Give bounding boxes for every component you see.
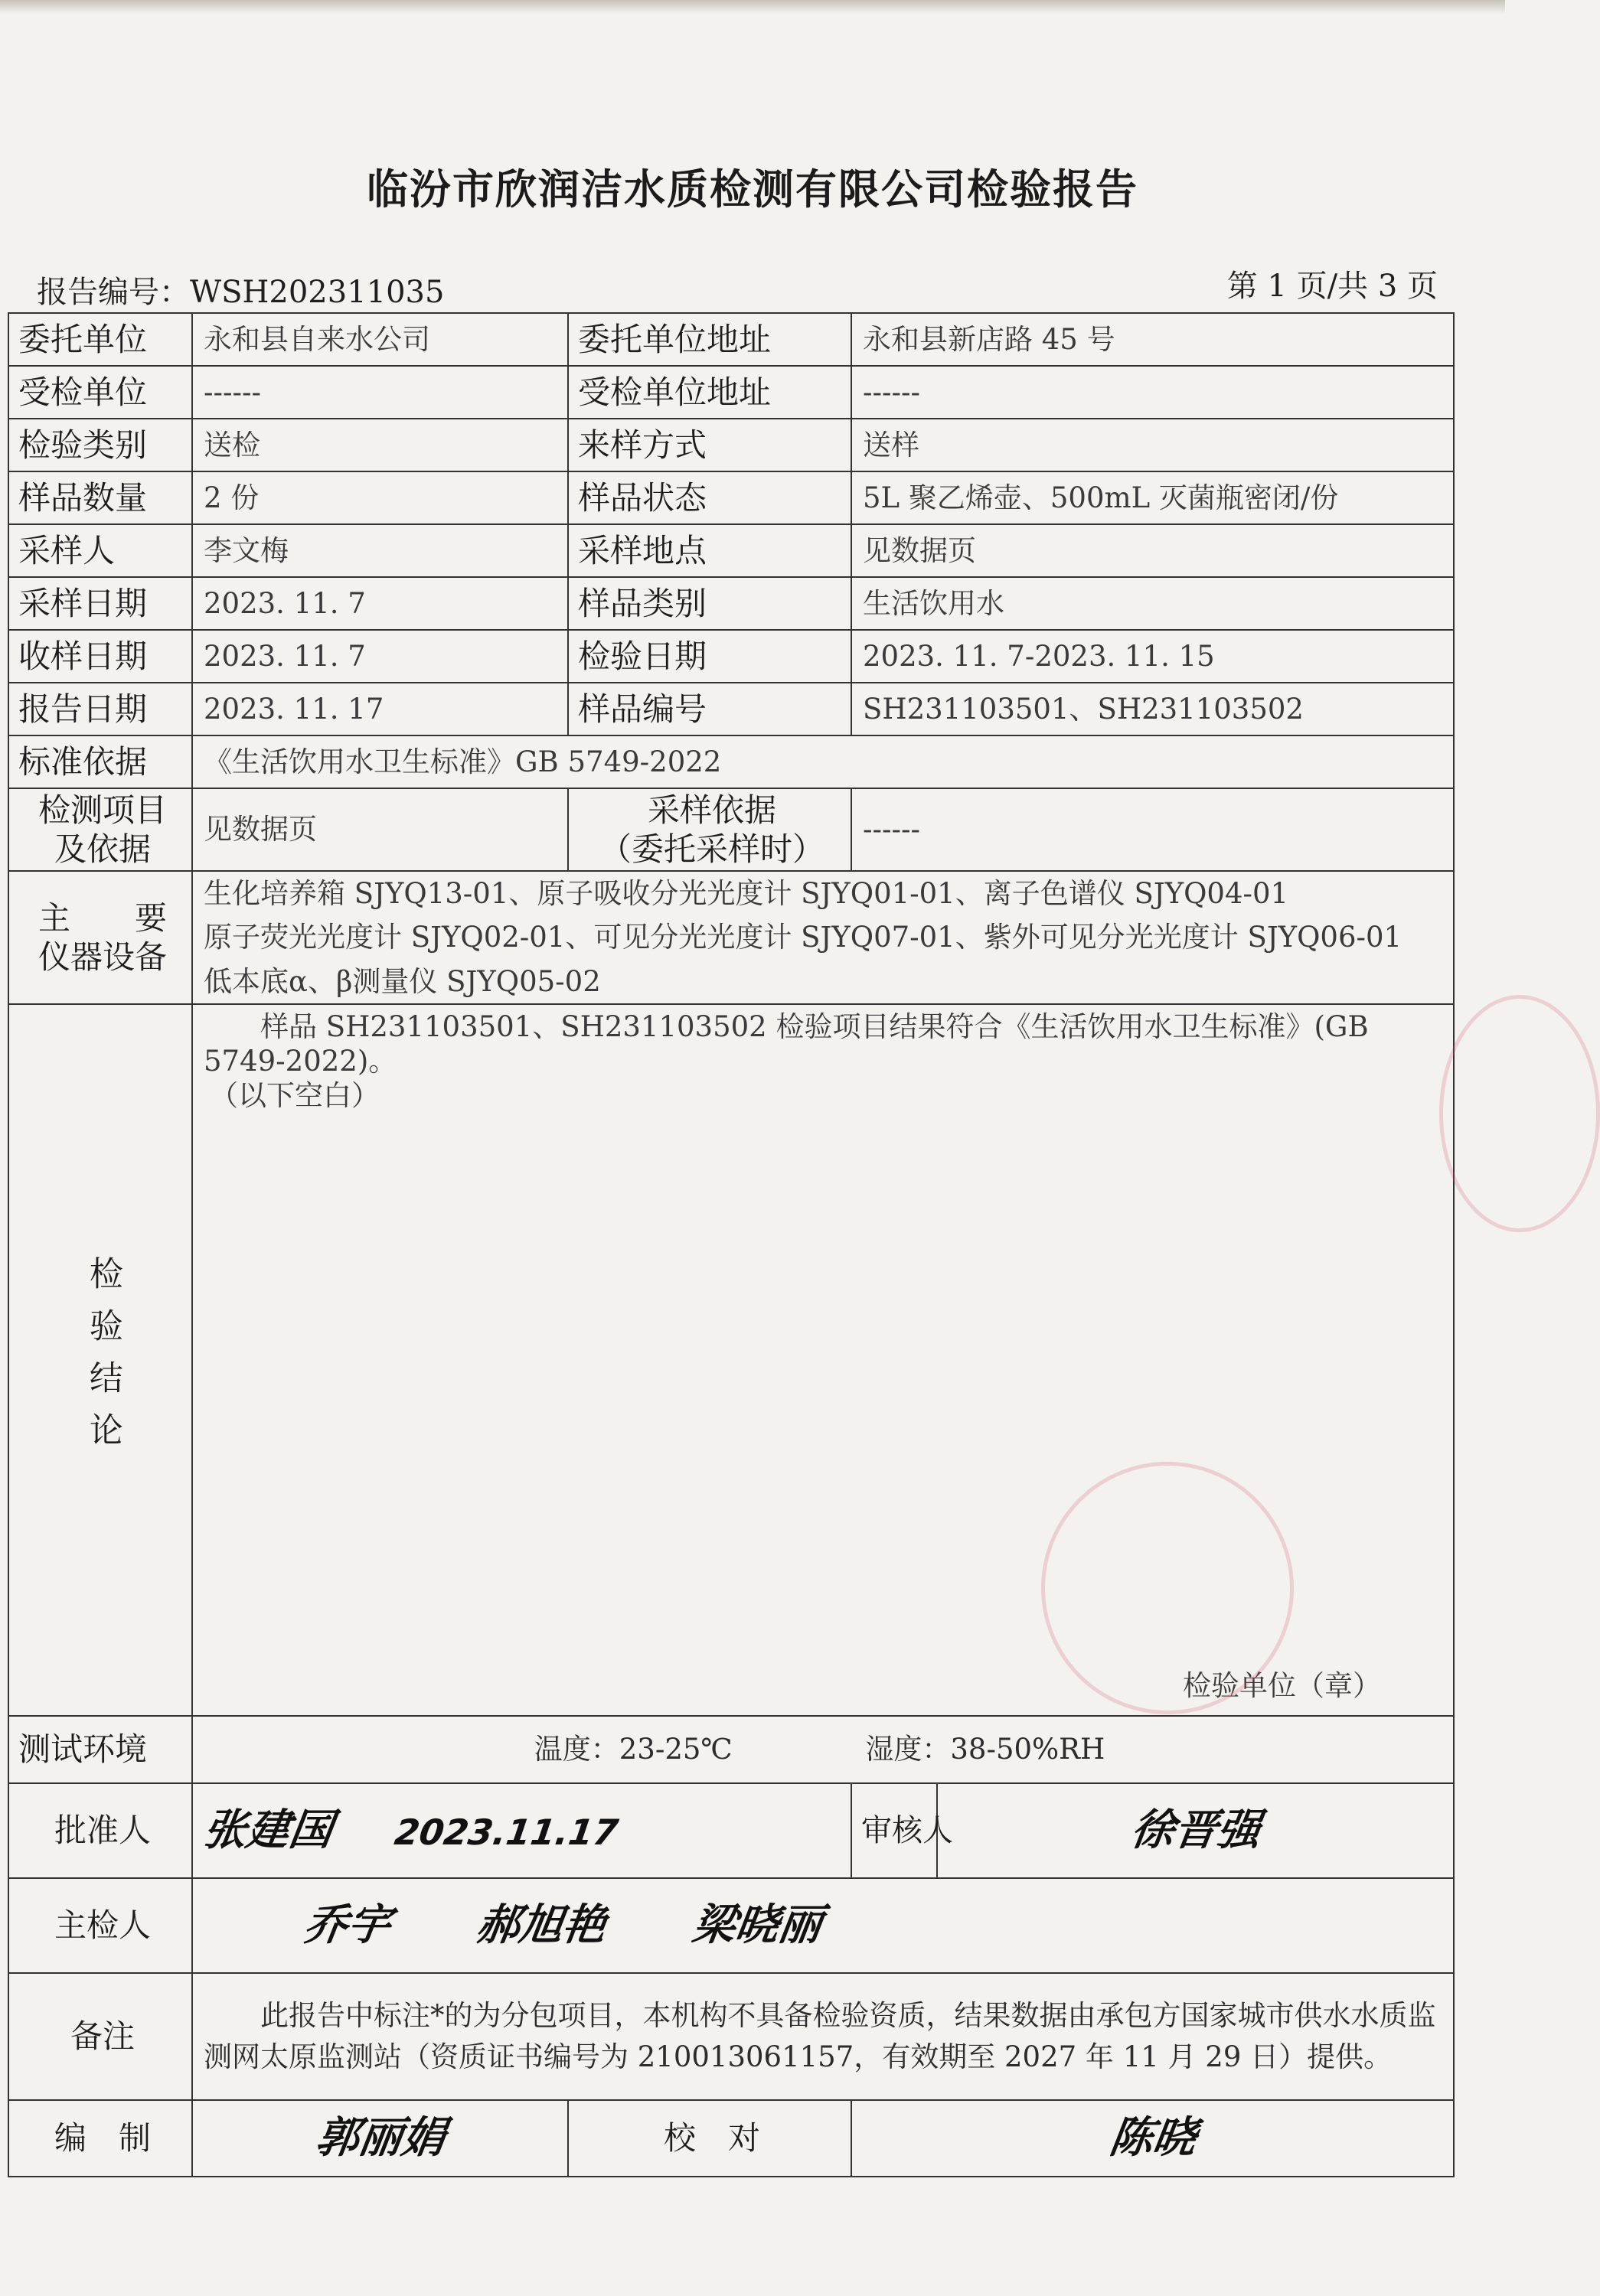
inspector-signatures bbox=[192, 1878, 1454, 1973]
row-receive-date bbox=[8, 630, 1454, 683]
approver-sign-date: 2023.11.17 bbox=[391, 1811, 621, 1853]
approver-signature-cell bbox=[192, 1783, 851, 1878]
approver-signature: 张建国 bbox=[200, 1805, 336, 1855]
value-inspected-address: ------ bbox=[851, 366, 1454, 419]
value-inspected: ------ bbox=[192, 366, 568, 419]
proofreader-signature: 陈晓 bbox=[1106, 2112, 1200, 2163]
label-equipment-line1: 主 要 bbox=[38, 899, 167, 937]
label-sample-number: 样品编号 bbox=[568, 683, 851, 735]
label-conclusion bbox=[8, 1004, 192, 1716]
report-table bbox=[8, 312, 1455, 2177]
label-test-items bbox=[8, 788, 192, 871]
equipment-line: 生化培养箱 SJYQ13-01、原子吸收分光光度计 SJYQ01-01、离子色谱仪 SJYQ04-01 bbox=[204, 877, 1289, 910]
value-standard: 《生活饮用水卫生标准》GB 5749-2022 bbox=[192, 735, 1454, 788]
value-sampling-method: 送样 bbox=[851, 419, 1454, 471]
value-test-date: 2023. 11. 7-2023. 11. 15 bbox=[851, 630, 1454, 683]
label-approver: 批准人 bbox=[8, 1783, 192, 1878]
temperature: 温度：23-25℃ bbox=[534, 1733, 733, 1766]
equipment-line: 原子荧光光度计 SJYQ02-01、可见分光光度计 SJYQ07-01、紫外可见分光光度计 SJYQ06-01 bbox=[204, 921, 1402, 954]
label-test-date: 检验日期 bbox=[568, 630, 851, 683]
row-client bbox=[8, 313, 1454, 366]
label-sampling-location: 采样地点 bbox=[568, 524, 851, 577]
humidity: 湿度：38-50%RH bbox=[865, 1733, 1105, 1766]
blank-note: （以下空白） bbox=[210, 1079, 380, 1113]
row-standard bbox=[8, 735, 1454, 788]
label-reviewer: 审核人 bbox=[851, 1783, 937, 1878]
value-report-date: 2023. 11. 17 bbox=[192, 683, 568, 735]
proofreader-signature-cell bbox=[851, 2100, 1454, 2177]
label-sample-type: 样品类别 bbox=[568, 577, 851, 630]
row-approver bbox=[8, 1783, 1454, 1878]
value-quantity: 2 份 bbox=[192, 471, 568, 524]
label-sample-date: 采样日期 bbox=[8, 577, 192, 630]
label-test-items-line1: 检测项目 bbox=[38, 791, 167, 829]
row-quantity bbox=[8, 471, 1454, 524]
value-client-address: 永和县新店路 45 号 bbox=[851, 313, 1454, 366]
label-sampling-method: 来样方式 bbox=[568, 419, 851, 471]
inspector-signature: 乔宇 bbox=[301, 1900, 394, 1950]
row-remarks bbox=[8, 1973, 1454, 2100]
value-environment bbox=[192, 1716, 1454, 1783]
reviewer-signature-cell bbox=[937, 1783, 1454, 1878]
equipment-line: 低本底α、β测量仪 SJYQ05-02 bbox=[204, 964, 601, 998]
label-client: 委托单位 bbox=[8, 313, 192, 366]
label-conclusion-text: 检验结论 bbox=[83, 1256, 122, 1465]
compiler-signature: 郭丽娟 bbox=[312, 2112, 449, 2163]
value-sample-state: 5L 聚乙烯壶、500mL 灭菌瓶密闭/份 bbox=[851, 471, 1454, 524]
label-remarks: 备注 bbox=[8, 1973, 192, 2100]
conclusion-text: 样品 SH231103501、SH231103502 检验项目结果符合《生活饮用水卫生标准》(GB 5749-2022)。 bbox=[204, 1010, 1369, 1078]
label-quantity: 样品数量 bbox=[8, 471, 192, 524]
label-report-date: 报告日期 bbox=[8, 683, 192, 735]
label-sampling-basis bbox=[568, 788, 851, 871]
value-sample-number: SH231103501、SH231103502 bbox=[851, 683, 1454, 735]
value-sampler: 李文梅 bbox=[192, 524, 568, 577]
label-sampling-basis-line1: 采样依据 bbox=[647, 791, 776, 829]
row-sample-date bbox=[8, 577, 1454, 630]
scan-edge-shadow bbox=[0, 0, 1505, 14]
label-category: 检验类别 bbox=[8, 419, 192, 471]
label-proofreader: 校 对 bbox=[568, 2100, 851, 2177]
row-category bbox=[8, 419, 1454, 471]
label-inspected: 受检单位 bbox=[8, 366, 192, 419]
faint-seal-edge bbox=[1439, 995, 1600, 1232]
value-sample-date: 2023. 11. 7 bbox=[192, 577, 568, 630]
row-inspected bbox=[8, 366, 1454, 419]
inspector-signature: 郝旭艳 bbox=[473, 1900, 609, 1950]
label-standard: 标准依据 bbox=[8, 735, 192, 788]
value-remarks: 此报告中标注*的为分包项目，本机构不具备检验资质，结果数据由承包方国家城市供水水质监测网太原监测站（资质证书编号为 210013061157，有效期至 2027 年 11 月 29 日）提供。 bbox=[192, 1973, 1454, 2100]
row-test-items bbox=[8, 788, 1454, 871]
label-equipment bbox=[8, 871, 192, 1004]
page-title: 临汾市欣润洁水质检测有限公司检验报告 bbox=[367, 165, 1138, 214]
label-environment: 测试环境 bbox=[8, 1716, 192, 1783]
value-conclusion bbox=[192, 1004, 1454, 1716]
row-sampler bbox=[8, 524, 1454, 577]
label-equipment-line2: 仪器设备 bbox=[38, 938, 167, 977]
label-inspector: 主检人 bbox=[8, 1878, 192, 1973]
label-sample-state: 样品状态 bbox=[568, 471, 851, 524]
value-sampling-location: 见数据页 bbox=[851, 524, 1454, 577]
label-sampling-basis-line2: （委托采样时） bbox=[599, 830, 824, 868]
stamp-label: 检验单位（章） bbox=[1183, 1668, 1382, 1702]
report-number: 报告编号：WSH202311035 bbox=[37, 275, 445, 310]
compiler-signature-cell bbox=[192, 2100, 568, 2177]
row-equipment bbox=[8, 871, 1454, 1004]
conclusion-area bbox=[204, 1005, 1442, 1714]
value-category: 送检 bbox=[192, 419, 568, 471]
label-client-address: 委托单位地址 bbox=[568, 313, 851, 366]
row-report-date bbox=[8, 683, 1454, 735]
row-compile bbox=[8, 2100, 1454, 2177]
label-test-items-line2: 及依据 bbox=[54, 830, 151, 868]
inspector-signature: 梁晓丽 bbox=[689, 1900, 825, 1950]
value-receive-date: 2023. 11. 7 bbox=[192, 630, 568, 683]
row-environment bbox=[8, 1716, 1454, 1783]
label-compiler: 编 制 bbox=[8, 2100, 192, 2177]
value-sampling-basis: ------ bbox=[851, 788, 1454, 871]
label-receive-date: 收样日期 bbox=[8, 630, 192, 683]
label-sampler: 采样人 bbox=[8, 524, 192, 577]
value-test-items: 见数据页 bbox=[192, 788, 568, 871]
label-inspected-address: 受检单位地址 bbox=[568, 366, 851, 419]
page-indicator: 第 1 页/共 3 页 bbox=[1226, 269, 1438, 304]
reviewer-signature: 徐晋强 bbox=[1128, 1805, 1264, 1855]
value-client: 永和县自来水公司 bbox=[192, 313, 568, 366]
row-conclusion bbox=[8, 1004, 1454, 1716]
value-sample-type: 生活饮用水 bbox=[851, 577, 1454, 630]
value-equipment bbox=[192, 871, 1454, 1004]
row-inspector bbox=[8, 1878, 1454, 1973]
